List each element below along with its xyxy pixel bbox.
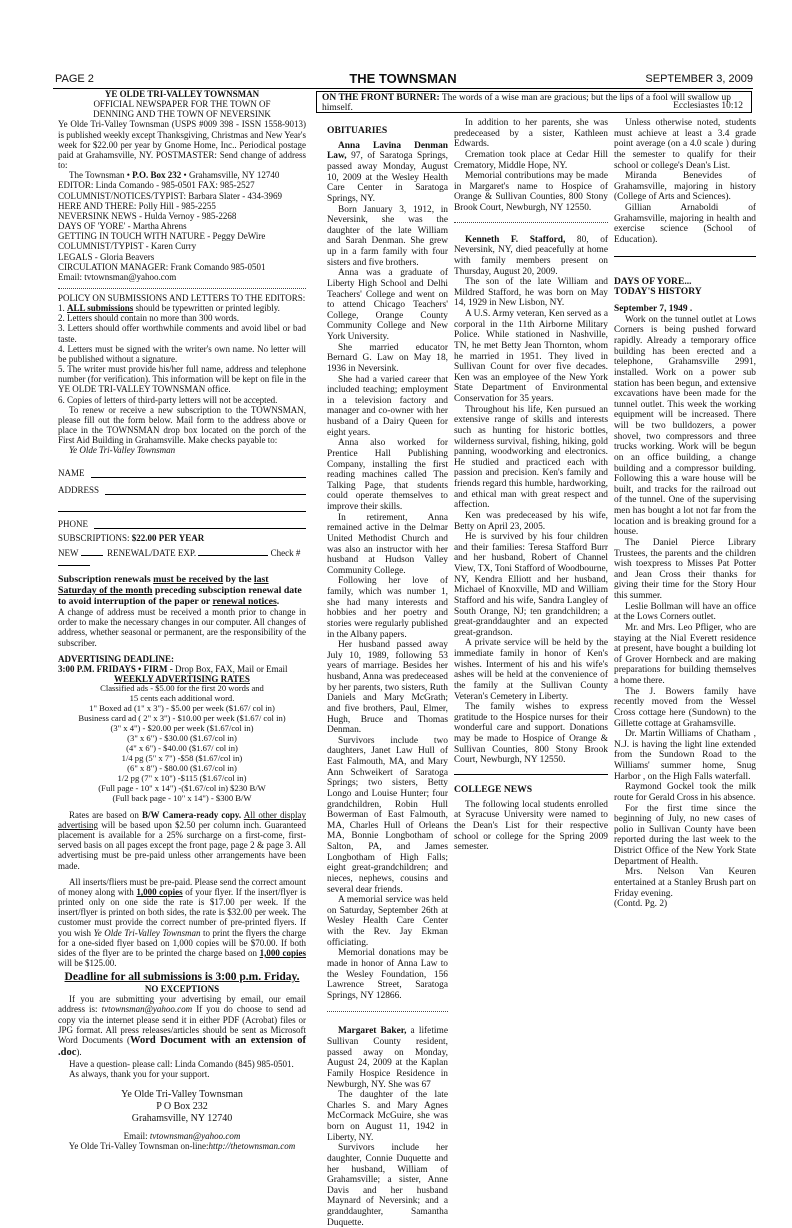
- policy-item: 2. Letters should contain no more than 300 words.: [58, 313, 239, 324]
- official-line-2: DENNING AND THE TOWN OF NEVERSINK: [93, 109, 271, 120]
- yore-heading: DAYS OF YORE...: [614, 275, 692, 287]
- obit-paragraph: Anna was a graduate of Liberty High School and Delhi Teachers' College and went on to attend Chicago Teachers' College, Orange County Community College and New York University.: [327, 268, 448, 343]
- form-address-line2: [58, 497, 306, 512]
- rate-line: (3" x 6") - $30.00 ($1.67/col in): [127, 733, 237, 744]
- rate-line: (Full page - 10" x 14") -($1.67/col in) $230 B/W: [98, 782, 266, 793]
- form-name-field: NAME: [58, 463, 306, 478]
- submission-deadline: Deadline for all submissions is 3:00 p.m. Friday.: [64, 971, 300, 984]
- rate-line: (Full back page - 10" x 14") - $300 B/W: [112, 792, 252, 803]
- obituaries-continued-column: [454, 118, 608, 853]
- obit-paragraph: Ken was predeceased by his wife, Betty on April 23, 2005.: [454, 510, 608, 532]
- rate-line: 1" Boxed ad (1" x 3") - $5.00 per week ($1.67/ col in): [89, 703, 275, 714]
- camera-ready-note: Rates are based on B/W Camera-ready copy. All other display advertising will be based upon $2.50 per column inch. Guaranteed placement is available for a 25% surcharge on a first-come, first-served basis on all pages except the front page, page 2 & page 3. All advertising must be pre-paid unless other arrangements have been made.: [58, 809, 306, 871]
- thanks-line: As always, thank you for your support.: [69, 1068, 210, 1079]
- college-news-heading: COLLEGE NEWS: [454, 783, 533, 795]
- form-renewal-row: NEW RENEWAL/DATE EXP. Check #: [58, 548, 306, 568]
- postmaster-address: The Townsman • P.O. Box 232 • Grahamsville, NY 12740: [69, 170, 280, 181]
- masthead: [53, 72, 753, 89]
- college-paragraph: Gillian Arnaboldi of Grahamsville, majoring in health and exercise science (School of Education).: [614, 203, 756, 245]
- footer-online: Ye Olde Tri-Valley Townsman on-line:http://thetownsman.com: [68, 1141, 296, 1152]
- staff-line: NEVERSINK NEWS - Hulda Vernoy - 985-2268: [58, 210, 237, 221]
- obit-paragraph: Throughout his life, Ken pursued an extensive range of skills and interests such as hunting for historic bottles, wilderness survival, fishing, hiking, gold panning, woodworking and electronics. He studied and practiced each with passion and precision. Ken's family and friends regard this humble, hardworking, and ethical man with great respect and affection.: [454, 404, 608, 511]
- staff-list: [58, 180, 306, 282]
- policy-item: 5. The writer must provide his/her full name, address and telephone number (for verification). This information will be kept on file in the YE OLDE TRI-VALLEY TOWNSMAN office.: [58, 364, 306, 395]
- address-line: P O Box 232: [156, 1100, 208, 1112]
- policy-item: 3. Letters should offer worthwhile comments and avoid libel or bad taste.: [58, 323, 306, 344]
- yore-subheading: TODAY'S HISTORY: [614, 286, 702, 298]
- obit-paragraph: Survivors include two daughters, Janet Law Hull of East Falmouth, MA, and Mary Ann Schweikert of Saratoga Springs; two sisters, Betty Longo and Louise Hunter; four grandchildren, Robin Hull Bowerman of East Falmouth, MA, Charles Hull of Orleans MA, Bonnie Longbotham of Salton, PA, and James Longbotham of High Falls; eight great-grandchildren; and nieces, nephews, cousins and several dear friends.: [327, 735, 448, 895]
- section-divider: [454, 774, 608, 775]
- issue-date: SEPTEMBER 3, 2009: [645, 73, 753, 85]
- policy-item: 6. Copies of letters of third-party letters will not be accepted.: [58, 394, 278, 405]
- renewal-notice: Subscription renewals must be received by the last Saturday of the month preceding subsciption renewal date to avoid interruption of the paper or renewal notices.: [58, 573, 302, 608]
- front-burner-label: ON THE FRONT BURNER:: [322, 93, 440, 103]
- obit-paragraph: A private service will be held by the immediate family in honor of Ken's wishes. Interment of his and his wife's ashes will be held at the convenience of the family at the Sullivan County Veteran's Cemetery in Liberty.: [454, 638, 608, 702]
- rate-line: 1/4 pg (5" x 7") -$58 ($1.67/col in): [121, 753, 243, 763]
- staff-line: DAYS OF 'YORE' - Martha Ahrens: [58, 221, 187, 232]
- yore-paragraph: For the first time since the beginning of July, no new cases of polio in Sullivan County have been reported during the last week to the District Office of the New York State Department of Health.: [614, 803, 756, 867]
- policy-item: 4. Letters must be signed with the writer's own name. No letter will be published without a signature.: [58, 343, 306, 364]
- obit-paragraph: Memorial contributions may be made in Margaret's name to Hospice of Orange & Sullivan Counties, 800 Stony Brook Court, Newburgh, NY 12550.: [454, 171, 608, 213]
- obit-paragraph: The son of the late William and Mildred Stafford, he was born on May 14, 1929 in New Lisbon, NY.: [454, 277, 608, 309]
- obit-paragraph: Memorial donations may be made in honor of Anna Law to the Wesley Foundation, 156 Lawrence Street, Saratoga Springs, NY 12866.: [327, 948, 448, 1001]
- dotted-divider: [454, 222, 608, 223]
- obit-paragraph: She had a varied career that included teaching; employment in a television factory and manager and co-owner with her husband of a Dairy Queen for eight years.: [327, 374, 448, 438]
- obit-paragraph: Born January 3, 1912, in Neversink, she was the daughter of the late William and Sarah Denman. She grew up in a farm family with four sisters and five brothers.: [327, 204, 448, 268]
- rate-line: Classified ads - $5.00 for the first 20 words and: [100, 683, 264, 694]
- section-divider: [614, 256, 756, 257]
- yore-paragraph: Leslie Bollman will have an office at the Lows Corners outlet.: [614, 601, 756, 623]
- rate-line: Business card ad ( 2" x 3") - $10.00 per week ($1.67/ col in): [78, 713, 286, 724]
- college-paragraph: Unless otherwise noted, students must achieve at least a 3.4 grade point average (on a 4.0 scale ) during the semester to qualify for their school or college's Dean's List.: [614, 118, 756, 171]
- obit-paragraph: A U.S. Army veteran, Ken served as a corporal in the 11th Airborne Military Police. While stationed in Nashville, TN, he met Betty Jean Thornton, whom he married in 1951. They lived in Sullivan Count for over five decades. Ken was an employee of the New York State Department of Environmental Conservation for 35 years.: [454, 309, 608, 404]
- form-address-field: ADDRESS: [58, 480, 306, 495]
- inserts-note: All inserts/fliers must be pre-paid. Please send the correct amount of money along with 1,000 copies of your flyer. If the insert/flyer is printed only on one side the rate is $17.00 per week. If the insert/flyer is printed on both sides, the rate is $32.00 per week. The customer must provide the correct number of pre-printed flyers. If you wish Ye Olde Tri-Valley Townsman to print the flyers the charge for a one-sided flyer based on 1,000 copies will be $70.00. If both sides of the flyer are to be printed the charge based on 1,000 copies will be $125.00.: [58, 876, 307, 969]
- obit-paragraph: Margaret Baker, a lifetime Sullivan County resident, passed away on Monday, August 24, 2009 at the Kaplan Family Hospice Residence in Newburgh, NY. She was 67: [327, 1026, 448, 1090]
- advertising-deadline: 3:00 P.M. FRIDAYS • FIRM - Drop Box, FAX, Mail or Email: [58, 663, 288, 674]
- question-line: Have a question- please call: Linda Comando (845) 985-0501.: [69, 1058, 294, 1069]
- yore-paragraph: Work on the tunnel outlet at Lows Corners is being pushed forward rapidly. Already a temporary office building has been erected and a telephone, Grahamsville 2991, installed. Work on a power sub station has been begun, and extensive excavations have been made for the tunnel outlet. This week the working equipment will be increased. There will be two bulldozers, a power shovel, two compressors and three trucks working. Work will be begun on an office building, a change building and a compressor building. Following this a ware house will be built, and tracks for the railroad out of the tunnel. One of the supervising men has bought a lot not far from the location and is breaking ground for a house.: [614, 314, 756, 538]
- staff-line: HERE AND THERE: Polly Hill - 985-2255: [58, 200, 216, 211]
- policy-item: 1. ALL submissions should be typewritten or printed legibly.: [58, 303, 280, 314]
- page-number: PAGE 2: [55, 73, 94, 85]
- rate-line: (4" x 6") - $40.00 ($1.67/ col in): [126, 743, 238, 754]
- advertising-heading: ADVERTISING DEADLINE:: [58, 653, 174, 664]
- rate-line: 1/2 pg (7" x 10") -$115 ($1.67/col in): [117, 772, 247, 783]
- college-paragraph: Miranda Benevides of Grahamsville, majoring in history (College of Arts and Sciences).: [614, 171, 756, 203]
- obit-paragraph: In addition to her parents, she was predeceased by a sister, Kathleen Edwards.: [454, 118, 608, 150]
- official-line-1: OFFICIAL NEWSPAPER FOR THE TOWN OF: [93, 99, 271, 110]
- staff-line: COLUMNIST/TYPIST - Karen Curry: [58, 241, 197, 252]
- yore-column: [614, 118, 756, 910]
- dotted-divider: [327, 1011, 448, 1012]
- address-line: Grahamsville, NY 12740: [131, 1112, 233, 1124]
- obit-paragraph: Her husband passed away July 10, 1989, following 53 years of marriage. Besides her husband, Anna was predeceased by her parents, two sisters, Ruth Daniels and Mary McGrath; and five brothers, Paul, Elmer, Hugh, Bruce and Thomas Denman.: [327, 640, 448, 736]
- subscription-rate: SUBSCRIPTIONS: $22.00 PER YEAR: [58, 533, 205, 544]
- obituaries-column: [327, 118, 448, 1228]
- policy-heading: POLICY ON SUBMISSIONS AND LETTERS TO THE EDITORS:: [58, 292, 306, 303]
- yore-paragraph: The Daniel Pierce Library Trustees, the parents and the children wish toexpress to Misses Pat Potter and Jean Cross their thanks for giving their time for the Story Hour this summer.: [614, 537, 756, 602]
- obit-paragraph: She married educator Bernard G. Law on May 18, 1936 in Neversink.: [327, 342, 448, 374]
- yore-paragraph: Raymond Gockel took the milk route for Gerald Cross in his absence.: [614, 782, 756, 803]
- rate-line: 15 cents each additional word.: [129, 693, 235, 704]
- obit-paragraph: Survivors include her daughter, Connie Duquette and her husband, William of Grahamsville; a sister, Anne Davis and her husband Maynard of Neversink; and a granddaughter, Samantha Duquette.: [327, 1143, 448, 1228]
- obit-paragraph: A memorial service was held on Saturday, September 26th at Wesley Health Care Center with the Rev. Jay Ekman officiating.: [327, 895, 448, 948]
- info-column: [58, 89, 306, 1151]
- staff-line: CIRCULATION MANAGER: Frank Comando 985-0501: [58, 261, 266, 272]
- footer-email: Email: tvtownsman@yahoo.com: [123, 1130, 241, 1141]
- email-instructions: If you are submitting your advertising by email, our email address is: tvtownsman@yahoo.com If you do choose to send ad copy via the internet please send it in either PDF (Acrobat) files or JPG format. All press releases/articles should be sent as Microsoft Word Documents (Word Document with an extension of .doc).: [58, 994, 306, 1058]
- obit-paragraph: The daughter of the late Charles S. and Mary Agnes McCormack McGuire, she was born on August 11, 1942 in Liberty, NY.: [327, 1090, 448, 1143]
- address-line: Ye Olde Tri-Valley Townsman: [121, 1088, 243, 1100]
- mailing-address: [58, 1089, 306, 1125]
- yore-paragraph: Mrs. Nelson Van Keuren entertained at a Stanley Brush part on Friday evening.: [614, 867, 756, 899]
- obit-paragraph: Following her love of family, which was number 1, she had many interests and hobbies and her poetry and stories were regularly published in the Albany papers.: [327, 576, 448, 640]
- no-exceptions: NO EXCEPTIONS: [144, 984, 220, 995]
- payable-to: Ye Olde Tri-Valley Townsman: [69, 445, 176, 456]
- obit-paragraph: In retirement, Anna remained active in the Delmar United Methodist Church and was also an instructor with her husband at Hudson Valley Community College.: [327, 512, 448, 576]
- staff-line: EDITOR: Linda Comando - 985-0501 FAX: 985-2527: [58, 180, 255, 191]
- front-burner-quote: The words of a wise man are gracious; but the lips of a fool will swallow up himself.: [322, 93, 731, 114]
- yore-paragraph: Dr. Martin Williams of Chatham , N.J. is having the light line extended from the Sundown Road to the Williams' summer home, Snug Harbor , on the High Falls waterfall.: [614, 729, 756, 782]
- obit-paragraph: He is survived by his four children and their families: Teresa Stafford Burr and her husband, Robert of Channel View, TX, Toni Stafford of Woodbourne, NY, Kendra Elliott and her husband, Michael of Knoxville, MD and William Stafford and his wife, Sandra Langley of South Orange, NJ; ten grandchildren; a great-granddaughter and an expected great-grandson.: [454, 532, 608, 638]
- subscribe-instructions: To renew or receive a new subscription to the TOWNSMAN, please fill out the form below. Mail form to the address above or place in the TOWNSMAN drop box located on the porch of the First Aid Building in Grahamsville. Make checks payable to:: [58, 404, 306, 446]
- obit-paragraph: Anna Lavina Denman Law, 97, of Saratoga Springs, passed away Monday, August 10, 2009 at the Wesley Health Care Center in Saratoga Springs, NY.: [327, 140, 448, 204]
- continued-note: (Contd. Pg. 2): [614, 899, 668, 910]
- staff-line: COLUMNIST/NOTICES/TYPIST: Barbara Slater - 434-3969: [58, 190, 283, 201]
- obit-paragraph: Kenneth F. Stafford, 80, of Neversink, NY, died peacefully at home with family members present on Thursday, August 20, 2009.: [454, 234, 609, 277]
- rate-line: (6" x 8") - $80.00 ($1.67/col in): [127, 762, 237, 773]
- front-burner-cite: Ecclesiastes 10:12: [673, 100, 743, 111]
- obit-paragraph: The family wishes to express gratitude to the Hospice nurses for their wonderful care and support. Donations may be made to Hospice of Orange & Sullivan Counties, 800 Stony Brook Court, Newburgh, NY 12550.: [454, 702, 608, 766]
- paper-name: YE OLDE TRI-VALLEY TOWNSMAN: [104, 89, 260, 99]
- publication-notice: Ye Olde Tri-Valley Townsman (USPS #009 398 - ISSN 1558-9013) is published weekly except Thanksgiving, Christmas and New Year's week for $22.00 per year by Gnome Home, Inc.. Periodical postage paid at Grahamsville, NY. POSTMASTER: Send change of address to:: [58, 119, 306, 171]
- staff-line: Email: tvtownsman@yahoo.com: [58, 271, 177, 282]
- front-burner-box: [316, 91, 752, 113]
- obituaries-heading: OBITUARIES: [327, 125, 388, 136]
- yore-date: September 7, 1949 .: [614, 304, 693, 315]
- obit-paragraph: Anna also worked for Prentice Hall Publishing Company, installing the first reading machines called The Talking Page, that students could operate themselves to improve their skills.: [327, 438, 448, 513]
- yore-paragraph: Mr. and Mrs. Leo Pfliger, who are staying at the Nial Everett residence at present, have bought a building lot of Grover Hornbeck and are making preparations for building themselves a home there.: [614, 622, 756, 687]
- dotted-divider: [58, 288, 306, 289]
- staff-line: LEGALS - Gloria Beavers: [58, 251, 155, 262]
- college-paragraph: The following local students enrolled at Syracuse University were named to the Dean's List for their respective school or college for the Spring 2009 semester.: [454, 799, 608, 853]
- change-of-address: A change of address must be received a month prior to change in order to make the necessary changes in our computer. All changes of address, whether seasonal or permanent, are the responsibility of the subscriber.: [58, 607, 306, 648]
- newspaper-title: THE TOWNSMAN: [349, 71, 457, 86]
- obit-paragraph: Cremation took place at Cedar Hill Crematory, Middle Hope, NY.: [454, 149, 608, 171]
- rates-list: [58, 684, 306, 804]
- staff-line: GETTING IN TOUCH WITH NATURE - Peggy DeWire: [58, 231, 266, 242]
- yore-paragraph: The J. Bowers family have recently moved from the Wessel Cross cottage here (Sundown) to the Gillette cottage at Grahamsville.: [614, 686, 756, 729]
- form-phone-field: PHONE: [58, 514, 306, 529]
- rate-line: (3" x 4") - $20.00 per week ($1.67/col in): [110, 723, 254, 734]
- weekly-rates-heading: WEEKLY ADVERTISING RATES: [114, 674, 250, 685]
